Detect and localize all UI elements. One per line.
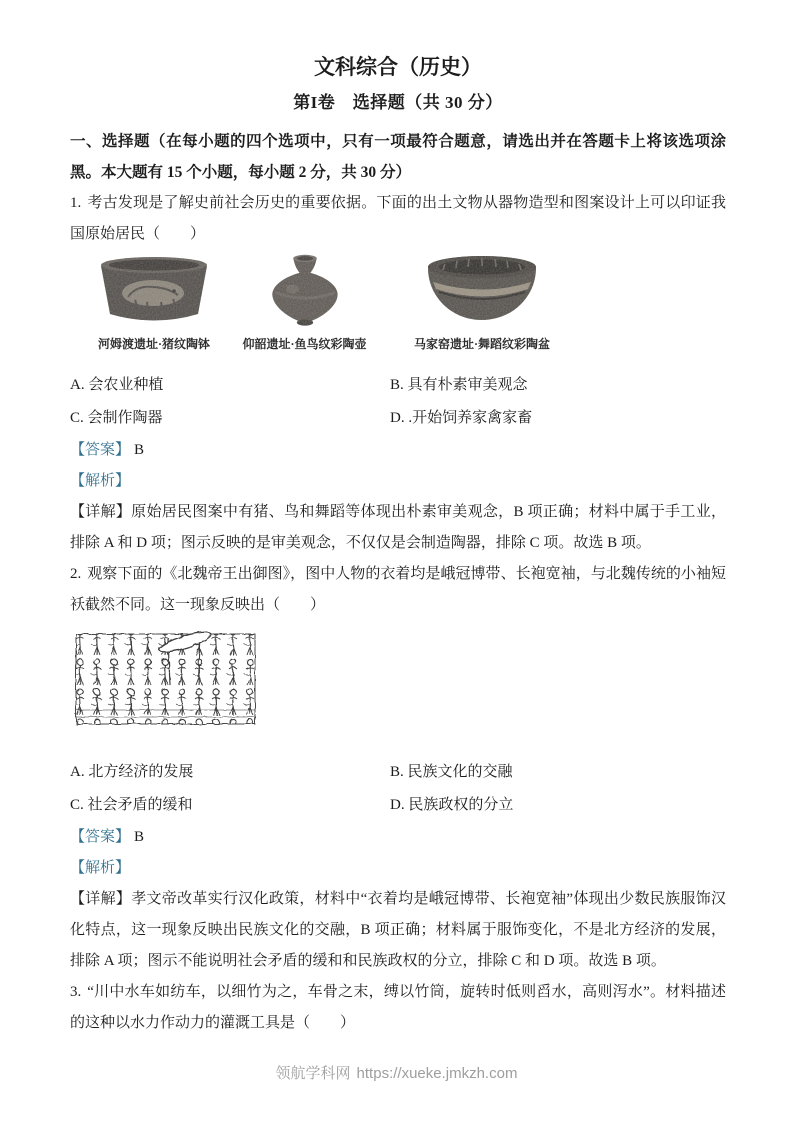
answer-label: 【答案】 (70, 442, 131, 458)
question-2-number: 2. (70, 566, 82, 582)
artifact-figure-2 (232, 253, 377, 352)
question-1-option-c: C. 会制作陶器 (70, 410, 163, 426)
question-2-option-b: B. 民族文化的交融 (390, 764, 513, 780)
question-2-figure (72, 627, 726, 734)
question-1-analysis-row (70, 466, 726, 497)
question-1-figure-row (70, 253, 726, 349)
question-1-detail-text: 原始居民图案中有猪、鸟和舞蹈等体现出朴素审美观念，B 项正确；材料中属于手工业，排除 A 和 D 项；图示反映的是审美观念，不仅仅是会制造陶器，排除 C 项。故选 B 项。 (70, 504, 726, 551)
answer-label: 【答案】 (70, 829, 131, 845)
dance-pattern-basin-image (425, 253, 539, 327)
question-2-answer-row (70, 822, 726, 853)
section-instructions: 一、选择题（在每小题的四个选项中，只有一项最符合题意，请选出并在答题卡上将该选项涂黑。本大题有 15 个小题，每小题 2 分，共 30 分） (70, 133, 726, 181)
northern-wei-procession-drawing (72, 627, 260, 729)
footer-watermark (0, 1062, 793, 1083)
footer-site-url: https://xueke.jmkzh.com (356, 1065, 518, 1082)
question-2-detail-text: 孝文帝改革实行汉化政策，材料中“衣着均是峨冠博带、长袍宽袖”体现出少数民族服饰汉化特点，这一现象反映出民族文化的交融，B 项正确；材料属于服饰变化，不是北方经济的发展，排除 A 项；图示不能说明社会矛盾的缓和和民族政权的分立，排除 C 和 D 项。故选 B 项。 (70, 891, 726, 969)
question-2-detail (70, 884, 726, 977)
question-1-number: 1. (70, 195, 82, 211)
detail-label: 【详解】 (70, 891, 132, 907)
question-2-answer-value: B (134, 829, 145, 845)
question-1-option-b: B. 具有朴素审美观念 (390, 377, 528, 393)
question-1-option-d: D. .开始饲养家禽家畜 (390, 410, 533, 426)
question-3-number: 3. (70, 984, 82, 1000)
artifact-figure-1 (76, 253, 232, 352)
question-2-option-d: D. 民族政权的分立 (390, 797, 514, 813)
analysis-label: 【解析】 (70, 473, 131, 489)
question-3-stem (70, 977, 726, 1039)
footer-site-name: 领航学科网 (275, 1065, 351, 1082)
question-2-text: 观察下面的《北魏帝王出御图》，图中人物的衣着均是峨冠博带、长袍宽袖，与北魏传统的小袖短袄截然不同。这一现象反映出（ ） (70, 566, 726, 613)
fish-bird-vase-image (258, 253, 352, 327)
question-1-options (70, 369, 726, 435)
artifact-caption-2: 仰韶遗址·鱼鸟纹彩陶壶 (242, 337, 367, 351)
volume-subtitle: 第I卷 选择题（共 30 分） (293, 93, 503, 112)
question-2-option-c: C. 社会矛盾的缓和 (70, 797, 193, 813)
question-1-option-a: A. 会农业种植 (70, 377, 164, 393)
detail-label: 【详解】 (70, 504, 132, 520)
question-2-analysis-row (70, 853, 726, 884)
page-title: 文科综合（历史） (314, 55, 482, 79)
question-3-text: “川中水车如纺车，以细竹为之，车骨之末，缚以竹筒，旋转时低则舀水，高则泻水”。材料描述的这种以水力作动力的灌溉工具是（ ） (70, 984, 726, 1031)
question-2-options (70, 756, 726, 822)
question-2-stem (70, 559, 726, 621)
artifact-figure-3 (392, 253, 572, 352)
question-1-stem (70, 188, 726, 250)
question-2-option-a: A. 北方经济的发展 (70, 764, 194, 780)
analysis-label: 【解析】 (70, 860, 131, 876)
question-1-answer-value: B (134, 442, 145, 458)
question-1-detail (70, 497, 726, 559)
pig-pottery-bowl-image (95, 253, 213, 327)
artifact-caption-3: 马家窑遗址·舞蹈纹彩陶盆 (413, 337, 550, 351)
question-1-text: 考古发现是了解史前社会历史的重要依据。下面的出土文物从器物造型和图案设计上可以印证我国原始居民（ ） (70, 195, 726, 242)
artifact-caption-1: 河姆渡遗址·猪纹陶钵 (97, 337, 210, 351)
question-1-answer-row (70, 435, 726, 466)
